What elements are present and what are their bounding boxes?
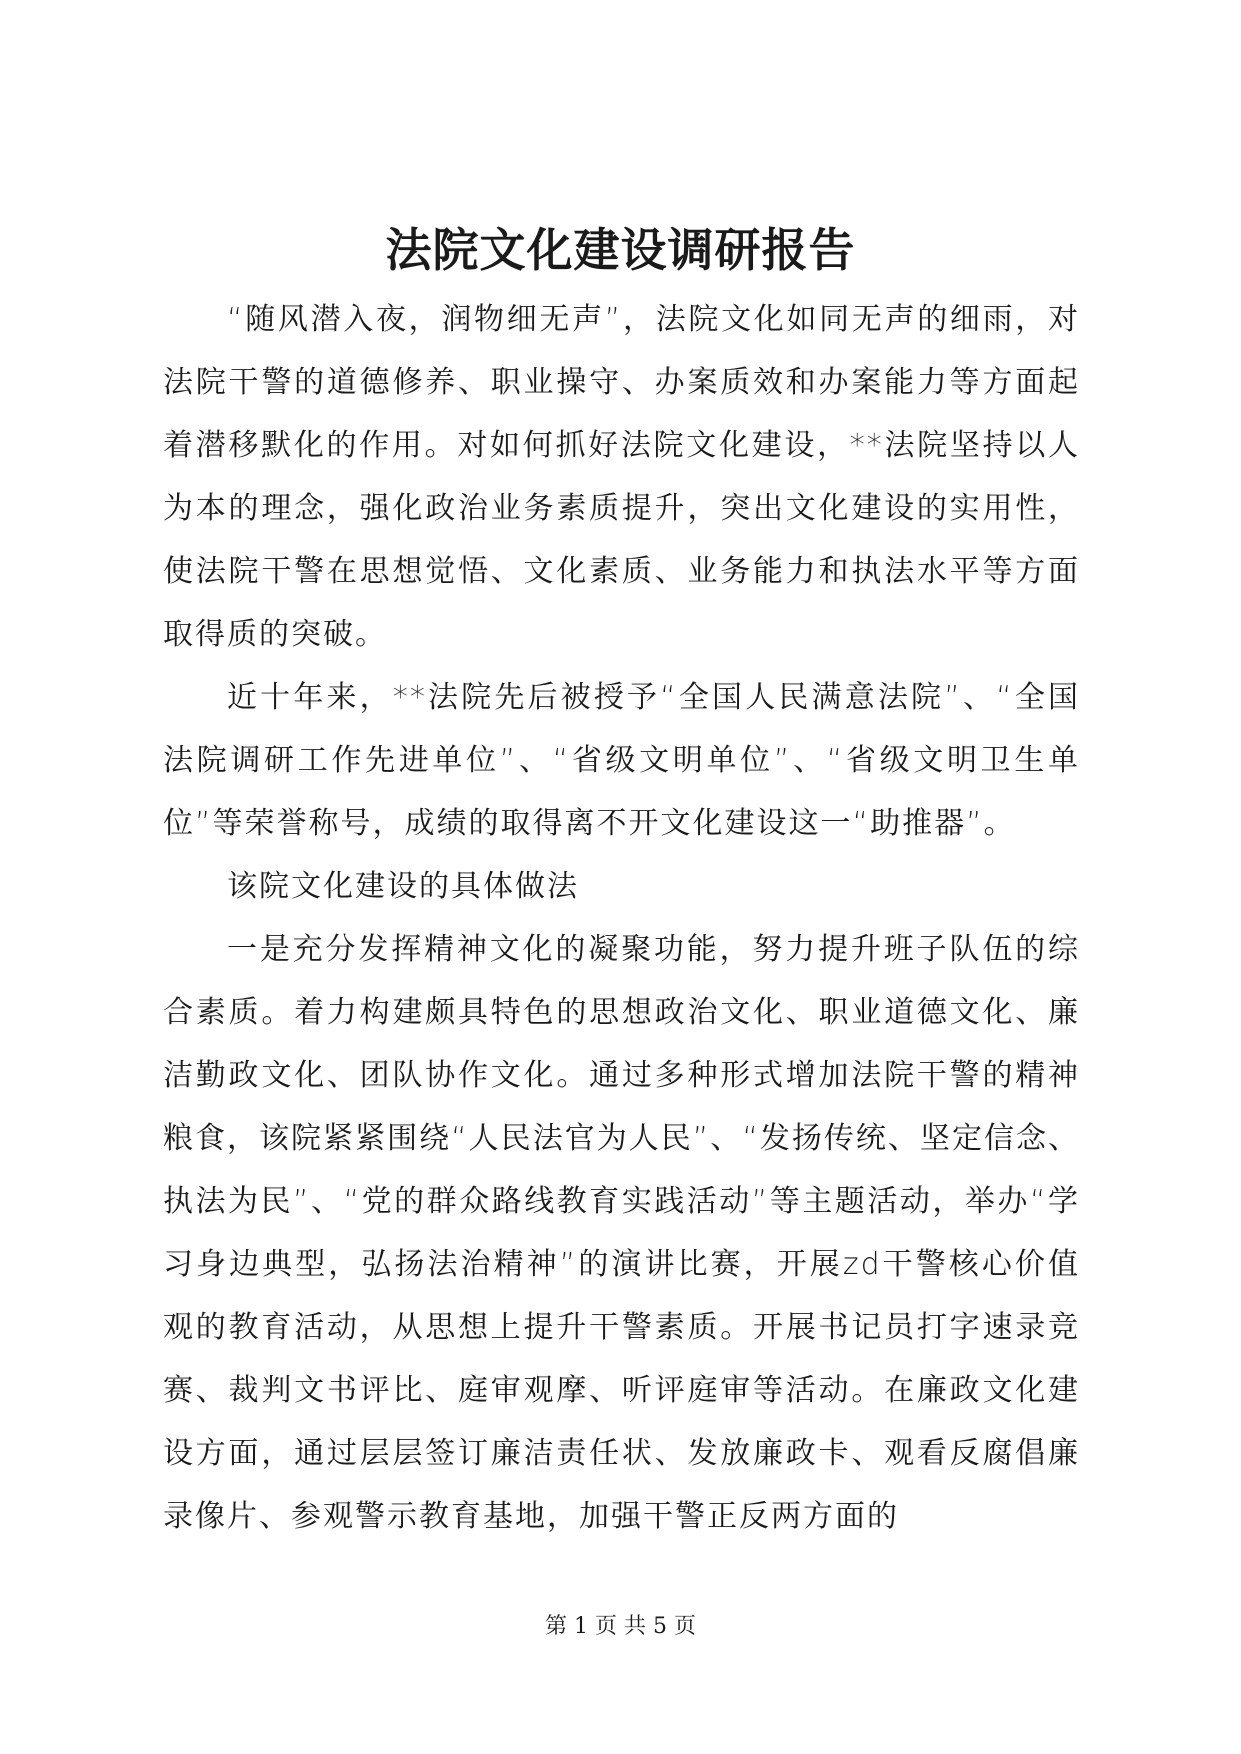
- paragraph-practice-one: 一是充分发挥精神文化的凝聚功能，努力提升班子队伍的综合素质。着力构建颇具特色的思想政治文化、职业道德文化、廉洁勤政文化、团队协作文化。通过多种形式增加法院干警的精神粮食，该院紧紧围绕“人民法官为人民”、“发扬传统、坚定信念、执法为民”、“党的群众路线教育实践活动”等主题活动，举办“学习身边典型，弘扬法治精神”的演讲比赛，开展zd干警核心价值观的教育活动，从思想上提升干警素质。开展书记员打字速录竞赛、裁判文书评比、庭审观摩、听评庭审等活动。在廉政文化建设方面，通过层层签订廉洁责任状、发放廉政卡、观看反腐倡廉录像片、参观警示教育基地，加强干警正反两方面的: [163, 932, 1080, 1534]
- section-heading: 该院文化建设的具体做法: [227, 869, 579, 904]
- document-title: 法院文化建设调研报告: [385, 223, 856, 277]
- paragraph-intro: “随风潜入夜，润物细无声”，法院文化如同无声的细雨，对法院干警的道德修养、职业操守、办案质效和办案能力等方面起着潜移默化的作用。对如何抓好法院文化建设，**法院坚持以人为本的理念，强化政治业务素质提升，突出文化建设的实用性，使法院干警在思想觉悟、文化素质、业务能力和执法水平等方面取得质的突破。: [163, 302, 1080, 652]
- page-footer: 第 1 页 共 5 页: [545, 1614, 696, 1639]
- document-body: [163, 288, 1080, 1548]
- paragraph-honors: 近十年来，**法院先后被授予“全国人民满意法院”、“全国法院调研工作先进单位”、“省级文明单位”、“省级文明卫生单位”等荣誉称号，成绩的取得离不开文化建设这一“助推器”。: [163, 680, 1080, 841]
